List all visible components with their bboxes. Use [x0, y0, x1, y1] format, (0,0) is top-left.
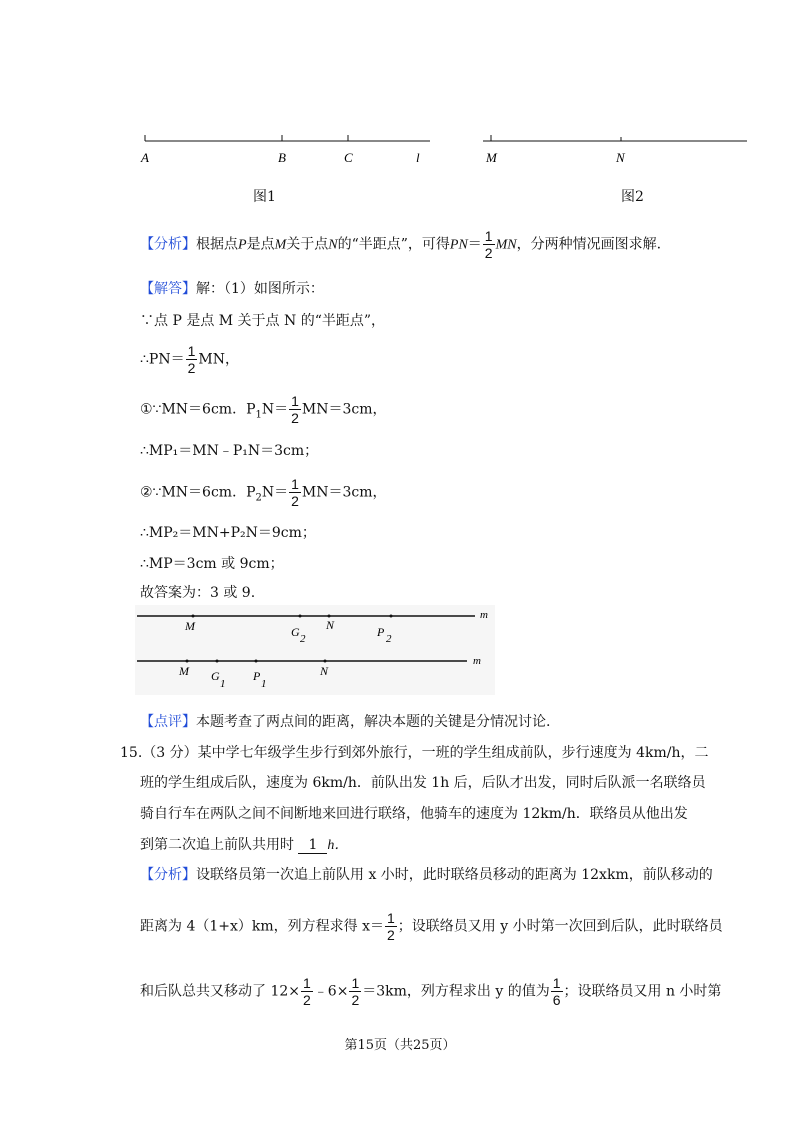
- point-label-b: B: [278, 150, 286, 165]
- var-mn: MN: [495, 237, 517, 253]
- var-m: M: [274, 237, 287, 253]
- equals: ＝: [467, 236, 482, 253]
- point-label-m: M: [486, 150, 497, 165]
- fraction: $\frac{1}{2}$: [187, 343, 196, 376]
- fig3-p-sub: 2: [386, 633, 392, 645]
- answer-line-7: ∴MP₂＝MN+P₂N＝9cm；: [140, 525, 316, 541]
- answer-tag: 【解答】: [140, 281, 196, 297]
- fig3-p: P: [377, 625, 385, 639]
- figure-1: [130, 125, 450, 215]
- q15-line-4: 到第二次追上前队共用时 1 h．: [140, 837, 349, 853]
- fraction: $\frac{1}{6}$: [552, 975, 561, 1008]
- fig3-g1: G: [211, 669, 220, 683]
- figure-2-caption: 图2: [621, 189, 644, 205]
- fig3-p1: P: [253, 669, 261, 683]
- fig3-p1-sub: 1: [261, 678, 267, 690]
- text: 根据点: [196, 236, 238, 253]
- fig3-line-m1: m: [480, 609, 488, 621]
- fig3-m1: M: [185, 619, 195, 633]
- fraction: $\frac{1}{2}$: [387, 910, 395, 943]
- line-label-l: l: [416, 150, 420, 165]
- figure-3: [135, 605, 495, 695]
- answer-line-6: ②∵MN＝6cm．$P_2N=$ $\frac{1}{2}$ MN＝3cm，: [140, 476, 387, 509]
- analysis-line: [140, 228, 661, 261]
- var-pn: PN: [449, 237, 468, 253]
- text: ，分两种情况画图求解.: [516, 236, 662, 253]
- fraction: $\frac{1}{2}$: [303, 975, 311, 1008]
- fig3-g: G: [291, 625, 300, 639]
- fig3-n1: N: [326, 618, 335, 632]
- answer-intro: [140, 278, 324, 298]
- analysis2-line-3: 和后队总共又移动了 12× $\frac{1}{2}$ ﹣6× $\frac{1}{2}$ ＝3km，列方程求出 y 的值为 $\frac{1}{6}$ ；设联络员又用 n 小时第: [140, 975, 722, 1008]
- analysis2-line-1: 【分析】设联络员第一次追上前队用 x 小时，此时联络员移动的距离为 12xkm，前队移动的: [140, 867, 713, 883]
- q15-line-1: 15.（3 分）某中学七年级学生步行到郊外旅行，一班的学生组成前队，步行速度为 4km/h，二: [120, 745, 709, 761]
- page-footer: 第15页（共25页）: [344, 1038, 456, 1053]
- comment-tag: 【点评】: [140, 714, 196, 730]
- figure-2: [475, 125, 755, 215]
- text: 是点: [246, 236, 275, 253]
- point-label-c: C: [344, 150, 353, 165]
- answer-line-8: ∴MP＝3cm 或 9cm；: [140, 556, 284, 572]
- text: 本题考查了两点间的距离，解决本题的关键是分情况讨论.: [196, 714, 551, 730]
- comment-line: [140, 711, 550, 731]
- analysis2-tag: 【分析】: [140, 867, 196, 883]
- fig3-n2: N: [320, 664, 329, 678]
- q15-line-2: 班的学生组成后队，速度为 6km/h．前队出发 1h 后，后队才出发，同时后队派一名联络员: [140, 775, 706, 791]
- fig3-g1-sub: 1: [220, 678, 226, 690]
- answer-blank: 1: [298, 837, 327, 854]
- fig3-m2: M: [179, 664, 189, 678]
- fraction: $\frac{1}{2}$: [351, 975, 360, 1008]
- point-label-a: A: [141, 150, 149, 165]
- answer-line-3: ∴PN＝ $\frac{1}{2}$ MN，: [140, 343, 239, 376]
- point-label-n: N: [616, 150, 625, 165]
- fig3-line-m2: m: [473, 655, 481, 667]
- fraction: $\frac{1}{2}$: [291, 393, 299, 426]
- fig3-g-sub: 2: [300, 633, 306, 645]
- fraction: $\frac{1}{2}$: [484, 228, 493, 261]
- text: 的“半距点”，可得: [337, 236, 450, 253]
- analysis2-line-2: 距离为 4（1+x）km，列方程求得 x＝ $\frac{1}{2}$ ；设联络员又用 y 小时第一次回到后队，此时联络员: [140, 910, 723, 943]
- text: 解：（1）如图所示：: [196, 281, 324, 297]
- text: 关于点: [286, 236, 329, 253]
- answer-line-2: ∵点 P 是点 M 关于点 N 的“半距点”，: [140, 313, 386, 329]
- var-p: P: [238, 237, 247, 253]
- q15-line-3: 骑自行车在两队之间不间断地来回进行联络，他骑车的速度为 12km/h．联络员从他出发: [140, 806, 688, 822]
- var-n: N: [328, 237, 338, 253]
- answer-line-4: ①∵MN＝6cm．$P_1N=$ $\frac{1}{2}$ MN＝3cm，: [140, 393, 387, 426]
- answer-line-5: ∴MP₁＝MN﹣P₁N＝3cm；: [140, 443, 319, 459]
- figure-1-caption: 图1: [253, 189, 276, 205]
- analysis-tag: 【分析】: [140, 236, 196, 253]
- answer-line-9: 故答案为：3 或 9.: [140, 585, 256, 601]
- fraction: $\frac{1}{2}$: [291, 476, 299, 509]
